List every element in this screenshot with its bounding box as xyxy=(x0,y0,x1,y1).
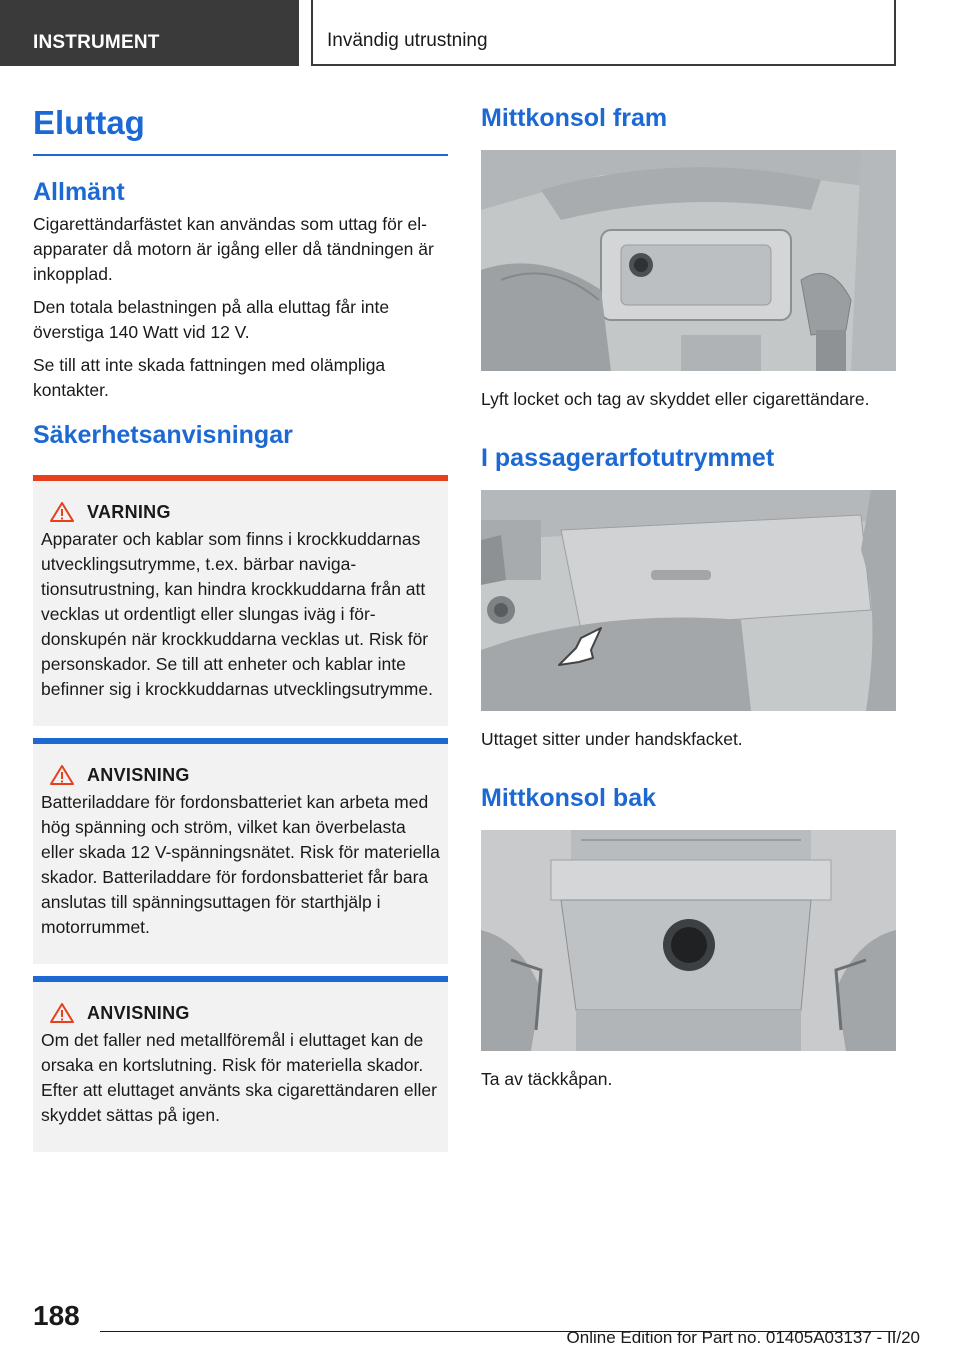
heading-safety: Säkerhetsanvisningar xyxy=(33,421,293,449)
note-text: Batteriladdare för fordonsbatteriet kan arbeta med hög spänning och ström, vilket kan överbelasta eller skada 12 V-spänningsnätet. Risk för materiella skador. Batteriladdare för fordonsbatteriet får bara anslutas till spänningsuttagen för starthjälp i motorrummet. xyxy=(41,792,440,937)
notice-box xyxy=(33,976,448,1152)
note-text: Apparater och kablar som finns i krockkuddarnas utvecklingsutrymme, t.ex. bärbar navigationsutrustning, kan hindra krockkuddarna från att vecklas ut ordentligt eller slungas iväg i fördonskupén när krockkuddarna vecklas ut. Risk för personskador. Se till att enheter och kablar inte befinner sig i krockkuddarnas utvecklingsutrymme. xyxy=(41,529,433,699)
note-title: ANVISNING xyxy=(87,1002,190,1023)
heading-allmant: Allmänt xyxy=(33,178,125,206)
passenger-footwell-illustration xyxy=(481,490,896,711)
front-console-photo xyxy=(481,150,896,371)
note-header xyxy=(49,764,440,786)
note-text: Om det faller ned metallföremål i eluttaget kan de orsaka en kortslutning. Risk för materiella skador. Efter att eluttaget använts ska cigarettändaren eller skyddet sättas på igen. xyxy=(41,1030,437,1125)
page-header xyxy=(0,0,960,66)
section-allmant xyxy=(33,176,448,403)
front-console-illustration xyxy=(481,150,896,371)
footer-edition: Online Edition for Part no. 01405A03137 - II/20 xyxy=(566,1328,920,1347)
warning-triangle-icon xyxy=(49,1002,75,1024)
right-column xyxy=(481,102,896,1092)
note-title: ANVISNING xyxy=(87,764,190,785)
warning-box xyxy=(33,475,448,726)
paragraph: Cigarettändarfästet kan användas som uttag för el-apparater då motorn är igång eller då tändningen är inkopplad. xyxy=(33,214,434,284)
heading-passenger-footwell: I passagerarfotutrymmet xyxy=(481,444,775,472)
chapter-label: INSTRUMENT xyxy=(0,0,299,66)
left-column xyxy=(33,102,448,1152)
heading-front-console: Mittkonsol fram xyxy=(481,104,668,132)
paragraph: Se till att inte skada fattningen med olämpliga kontakter. xyxy=(33,355,386,400)
caption: Lyft locket och tag av skyddet eller cigarettändare. xyxy=(481,389,870,409)
notice-box xyxy=(33,738,448,964)
paragraph: Den totala belastningen på alla eluttag får inte överstiga 140 Watt vid 12 V. xyxy=(33,297,390,342)
note-title: VARNING xyxy=(87,501,171,522)
caption: Ta av täckkåpan. xyxy=(481,1069,613,1089)
section-safety xyxy=(33,419,448,1152)
page-number: 188 xyxy=(33,1300,80,1331)
section-label: Invändig utrustning xyxy=(311,0,896,66)
warning-triangle-icon xyxy=(49,764,75,786)
rear-console-illustration xyxy=(481,830,896,1051)
heading-rear-console: Mittkonsol bak xyxy=(481,784,657,812)
note-header xyxy=(49,1002,440,1024)
passenger-footwell-photo xyxy=(481,490,896,711)
caption: Uttaget sitter under handskfacket. xyxy=(481,729,743,749)
page-title: Eluttag xyxy=(33,102,448,156)
note-header xyxy=(49,501,440,523)
rear-console-photo xyxy=(481,830,896,1051)
warning-triangle-icon xyxy=(49,501,75,523)
